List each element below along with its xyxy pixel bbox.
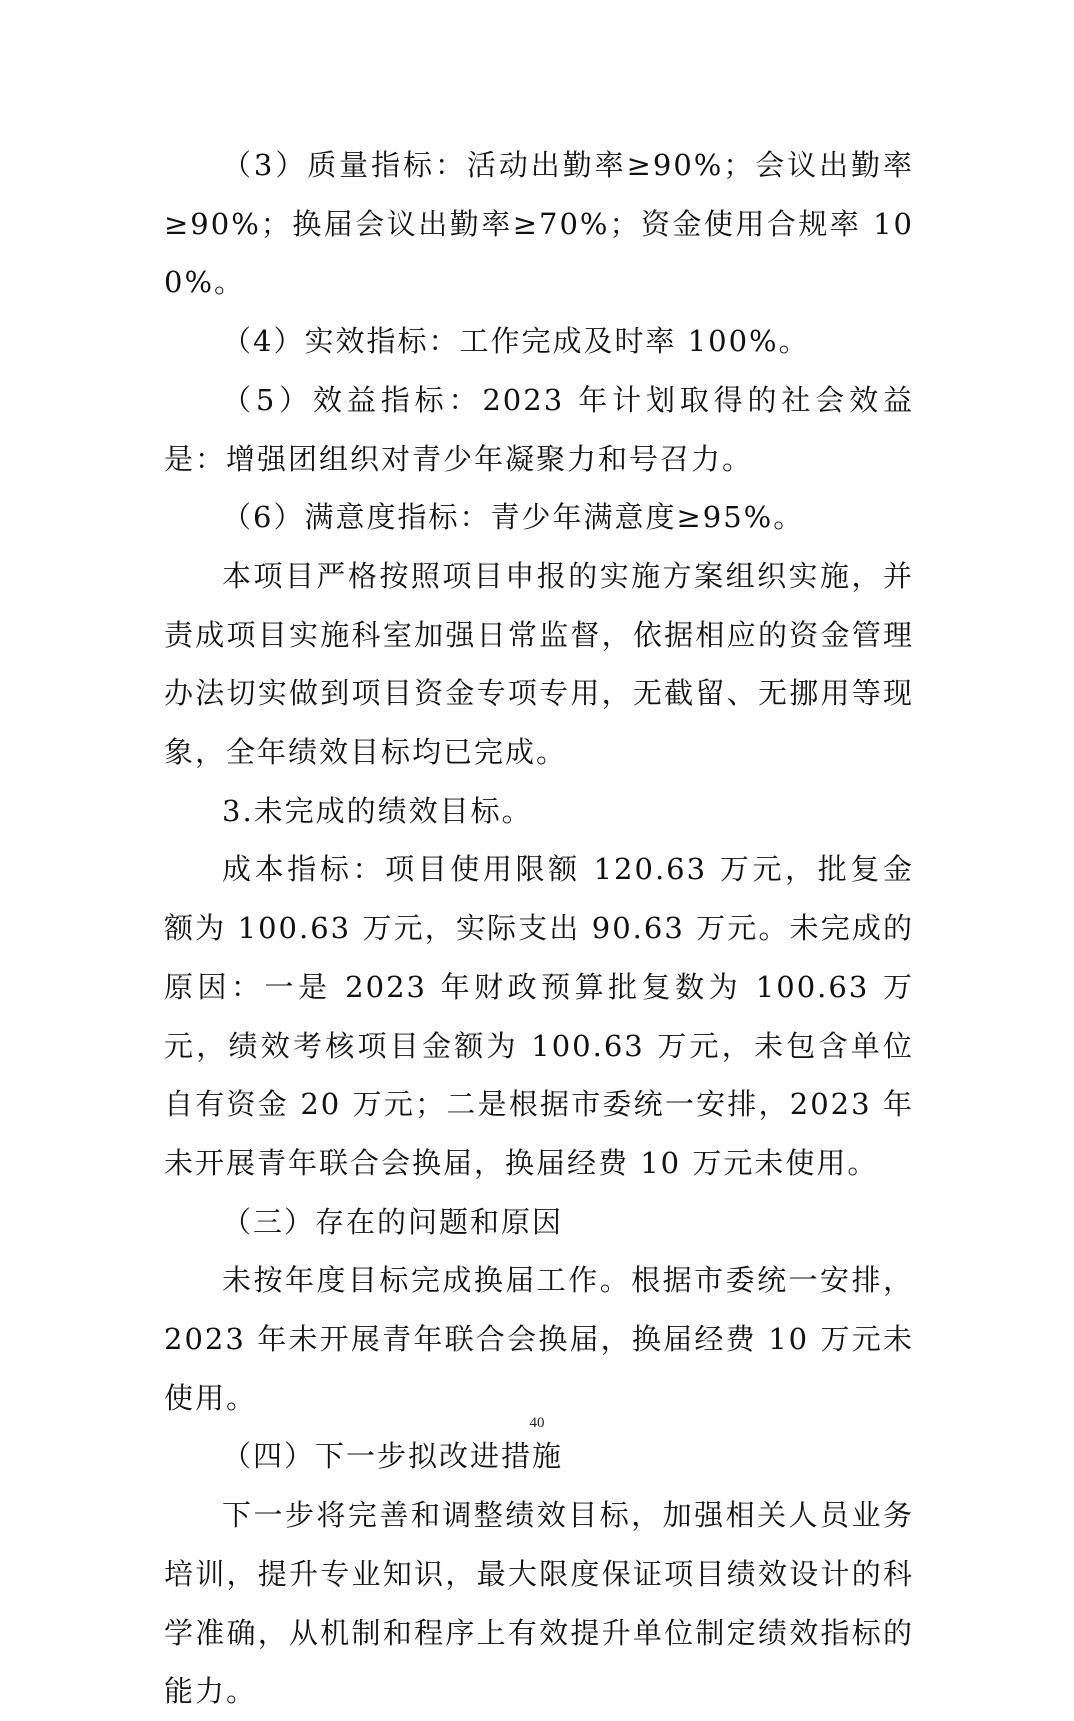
page-number: 40 (529, 1415, 545, 1431)
paragraph-benefit-indicators: （5）效益指标：2023 年计划取得的社会效益是：增强团组织对青少年凝聚力和号召力。 (164, 382, 914, 476)
paragraph-quality-indicators: （3）质量指标：活动出勤率≥90%；会议出勤率≥90%；换届会议出勤率≥70%；资金使用合规率 100%。 (164, 148, 914, 300)
paragraph-improvements: 下一步将完善和调整绩效目标，加强相关人员业务培训，提升专业知识，最大限度保证项目绩效设计的科学准确，从机制和程序上有效提升单位制定绩效指标的能力。 (164, 1498, 914, 1709)
section-heading-problems: （三）存在的问题和原因 (222, 1204, 564, 1239)
paragraph-satisfaction-indicators: （6）满意度指标：青少年满意度≥95%。 (222, 500, 805, 535)
paragraph-cost-indicators: 成本指标：项目使用限额 120.63 万元，批复金额为 100.63 万元，实际支出 90.63 万元。未完成的原因：一是 2023 年财政预算批复数为 100.63 万元，绩效考核项目金额为 100.63 万元，未包含单位自有资金 20 万元；二是根据市委统一安排，2023 年未开展青年联合会换届，换届经费 10 万元未使用。 (164, 852, 914, 1180)
paragraph-unfinished-goals-title: 3.未完成的绩效目标。 (222, 793, 533, 828)
section-heading-improvements: （四）下一步拟改进措施 (222, 1439, 564, 1474)
paragraph-effectiveness-indicators: （4）实效指标：工作完成及时率 100%。 (222, 324, 810, 359)
body-text (164, 136, 914, 1721)
paragraph-implementation: 本项目严格按照项目申报的实施方案组织实施，并责成项目实施科室加强日常监督，依据相应的资金管理办法切实做到项目资金专项专用，无截留、无挪用等现象，全年绩效目标均已完成。 (164, 558, 914, 770)
paragraph-problems: 未按年度目标完成换届工作。根据市委统一安排，2023 年未开展青年联合会换届，换届经费 10 万元未使用。 (164, 1263, 914, 1415)
